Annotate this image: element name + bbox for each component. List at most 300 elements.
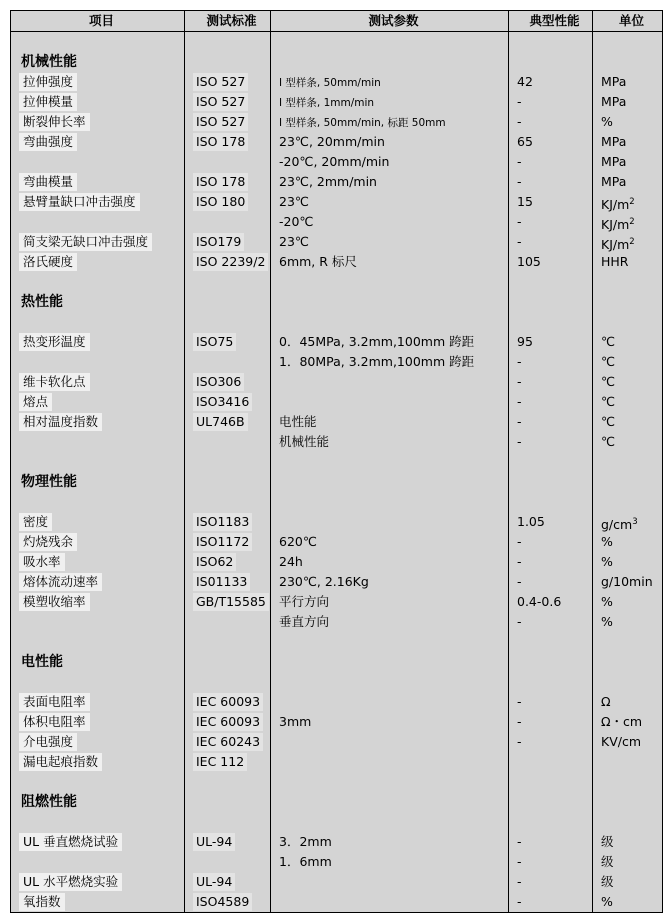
test-parameter: 23℃ bbox=[279, 194, 309, 209]
section-empty-cell bbox=[593, 52, 663, 72]
test-parameter-cell bbox=[271, 232, 509, 252]
property-name: 热变形温度 bbox=[19, 333, 90, 351]
section-empty-cell bbox=[185, 52, 271, 72]
spacer-cell bbox=[271, 452, 509, 472]
typical-value-cell bbox=[509, 752, 593, 772]
test-standard-cell bbox=[185, 212, 271, 232]
property-name: 拉伸模量 bbox=[19, 93, 77, 111]
test-parameter-cell bbox=[271, 172, 509, 192]
typical-value-cell bbox=[509, 572, 593, 592]
unit: KV/cm bbox=[601, 734, 642, 749]
test-standard: IEC 60243 bbox=[193, 733, 263, 751]
header-cell-unit bbox=[593, 11, 663, 32]
typical-value: - bbox=[517, 874, 522, 889]
header-label-parameter: 测试参数 bbox=[368, 13, 419, 28]
table-row bbox=[11, 92, 663, 112]
typical-value-cell bbox=[509, 732, 593, 752]
header-label-unit: 单位 bbox=[618, 13, 644, 28]
test-standard-cell bbox=[185, 752, 271, 772]
spacer-cell bbox=[509, 452, 593, 472]
spacer-cell bbox=[271, 812, 509, 832]
property-name-cell bbox=[11, 172, 185, 192]
test-standard-cell bbox=[185, 152, 271, 172]
test-parameter: 机械性能 bbox=[279, 434, 330, 449]
test-parameter: 24h bbox=[279, 554, 303, 569]
property-name-cell bbox=[11, 892, 185, 913]
table-spacer-row bbox=[11, 272, 663, 292]
unit: MPa bbox=[601, 154, 627, 169]
test-parameter: 3mm bbox=[279, 714, 312, 729]
unit: g/10min bbox=[601, 574, 653, 589]
test-parameter: I 型样条, 50mm/min, 标距 50mm bbox=[279, 117, 446, 129]
unit: % bbox=[601, 614, 613, 629]
section-title-cell bbox=[11, 292, 185, 312]
test-parameter: 230℃, 2.16Kg bbox=[279, 574, 369, 589]
typical-value-cell bbox=[509, 72, 593, 92]
unit-cell bbox=[593, 692, 663, 712]
property-name-cell bbox=[11, 832, 185, 852]
property-name-cell bbox=[11, 712, 185, 732]
section-empty-cell bbox=[593, 652, 663, 672]
header-label-item: 项目 bbox=[88, 13, 114, 28]
section-title: 阻燃性能 bbox=[21, 794, 77, 810]
test-parameter-cell bbox=[271, 412, 509, 432]
typical-value: - bbox=[517, 234, 522, 249]
typical-value-cell bbox=[509, 112, 593, 132]
spacer-cell bbox=[593, 452, 663, 472]
unit-cell bbox=[593, 332, 663, 352]
typical-value: - bbox=[517, 174, 522, 189]
test-standard-cell bbox=[185, 552, 271, 572]
unit-cell bbox=[593, 872, 663, 892]
unit: $KJ/m^2$ bbox=[601, 217, 635, 232]
section-empty-cell bbox=[509, 472, 593, 492]
test-standard-cell bbox=[185, 372, 271, 392]
section-empty-cell bbox=[185, 652, 271, 672]
section-title-cell bbox=[11, 652, 185, 672]
typical-value-cell bbox=[509, 232, 593, 252]
spacer-cell bbox=[185, 632, 271, 652]
test-standard-cell bbox=[185, 352, 271, 372]
typical-value: - bbox=[517, 854, 522, 869]
test-parameter-cell bbox=[271, 392, 509, 412]
test-parameter-cell bbox=[271, 732, 509, 752]
unit: % bbox=[601, 534, 613, 549]
property-name-cell bbox=[11, 152, 185, 172]
spacer-cell bbox=[509, 672, 593, 692]
typical-value-cell bbox=[509, 832, 593, 852]
typical-value-cell bbox=[509, 132, 593, 152]
table-row bbox=[11, 692, 663, 712]
test-parameter-cell bbox=[271, 852, 509, 872]
test-parameter: 垂直方向 bbox=[279, 614, 330, 629]
header-label-typical: 典型性能 bbox=[529, 13, 580, 28]
table-row bbox=[11, 512, 663, 532]
spacer-cell bbox=[509, 812, 593, 832]
unit-cell bbox=[593, 852, 663, 872]
property-name-cell bbox=[11, 252, 185, 272]
property-name: 熔体流动速率 bbox=[19, 573, 102, 591]
spacer-cell bbox=[11, 32, 185, 53]
property-name: 灼烧残余 bbox=[19, 533, 77, 551]
property-name-cell bbox=[11, 552, 185, 572]
test-standard: ISO 178 bbox=[193, 173, 248, 191]
unit-cell bbox=[593, 572, 663, 592]
typical-value: - bbox=[517, 354, 522, 369]
section-empty-cell bbox=[593, 472, 663, 492]
header-cell-typical bbox=[509, 11, 593, 32]
test-standard: ISO 180 bbox=[193, 193, 248, 211]
unit: ℃ bbox=[601, 414, 616, 429]
spacer-cell bbox=[185, 312, 271, 332]
test-parameter-cell bbox=[271, 152, 509, 172]
unit: $KJ/m^2$ bbox=[601, 197, 635, 212]
section-title-cell bbox=[11, 472, 185, 492]
test-standard: ISO3416 bbox=[193, 393, 252, 411]
unit-cell bbox=[593, 152, 663, 172]
property-name-cell bbox=[11, 372, 185, 392]
typical-value: - bbox=[517, 154, 522, 169]
table-row bbox=[11, 732, 663, 752]
section-empty-cell bbox=[271, 292, 509, 312]
header-row bbox=[11, 11, 663, 32]
section-empty-cell bbox=[509, 292, 593, 312]
unit-cell bbox=[593, 432, 663, 452]
typical-value-cell bbox=[509, 172, 593, 192]
unit-cell bbox=[593, 112, 663, 132]
header-cell-parameter bbox=[271, 11, 509, 32]
spacer-cell bbox=[593, 32, 663, 53]
test-parameter: 1．6mm bbox=[279, 854, 332, 869]
unit: MPa bbox=[601, 94, 627, 109]
section-empty-cell bbox=[593, 292, 663, 312]
unit-cell bbox=[593, 832, 663, 852]
section-title: 热性能 bbox=[21, 294, 63, 310]
property-name: 表面电阻率 bbox=[19, 693, 90, 711]
property-name-cell bbox=[11, 72, 185, 92]
unit-cell bbox=[593, 592, 663, 612]
test-standard-cell bbox=[185, 232, 271, 252]
spacer-cell bbox=[593, 812, 663, 832]
section-empty-cell bbox=[271, 472, 509, 492]
test-parameter-cell bbox=[271, 872, 509, 892]
table-row bbox=[11, 572, 663, 592]
test-parameter-cell bbox=[271, 332, 509, 352]
spacer-cell bbox=[509, 32, 593, 53]
test-parameter: 3．2mm bbox=[279, 834, 332, 849]
section-title-cell bbox=[11, 792, 185, 812]
test-parameter-cell bbox=[271, 512, 509, 532]
property-name-cell bbox=[11, 132, 185, 152]
typical-value-cell bbox=[509, 192, 593, 212]
typical-value: - bbox=[517, 614, 522, 629]
table-row bbox=[11, 132, 663, 152]
typical-value-cell bbox=[509, 692, 593, 712]
typical-value-cell bbox=[509, 552, 593, 572]
test-standard-cell bbox=[185, 692, 271, 712]
property-name: 弯曲模量 bbox=[19, 173, 77, 191]
test-standard-cell bbox=[185, 712, 271, 732]
header-label-standard: 测试标准 bbox=[206, 13, 257, 28]
typical-value-cell bbox=[509, 612, 593, 632]
test-standard: IEC 60093 bbox=[193, 693, 263, 711]
table-row bbox=[11, 872, 663, 892]
test-standard: ISO 178 bbox=[193, 133, 248, 151]
table-spacer-row bbox=[11, 312, 663, 332]
test-parameter-cell bbox=[271, 752, 509, 772]
unit-cell bbox=[593, 132, 663, 152]
test-standard-cell bbox=[185, 192, 271, 212]
unit-cell bbox=[593, 92, 663, 112]
unit-cell bbox=[593, 412, 663, 432]
test-parameter-cell bbox=[271, 212, 509, 232]
test-parameter-cell bbox=[271, 612, 509, 632]
header-cell-item bbox=[11, 11, 185, 32]
property-name: 体积电阻率 bbox=[19, 713, 90, 731]
table-row bbox=[11, 392, 663, 412]
spacer-cell bbox=[185, 32, 271, 53]
section-empty-cell bbox=[509, 652, 593, 672]
property-name-cell bbox=[11, 732, 185, 752]
spacer-cell bbox=[11, 812, 185, 832]
property-name-cell bbox=[11, 332, 185, 352]
test-standard-cell bbox=[185, 412, 271, 432]
test-standard: IS01133 bbox=[193, 573, 250, 591]
unit: MPa bbox=[601, 74, 627, 89]
test-standard-cell bbox=[185, 592, 271, 612]
table-spacer-row bbox=[11, 812, 663, 832]
section-empty-cell bbox=[509, 792, 593, 812]
typical-value: 65 bbox=[517, 134, 533, 149]
test-parameter: 23℃, 20mm/min bbox=[279, 134, 385, 149]
unit: Ω bbox=[601, 694, 611, 709]
typical-value: 1.05 bbox=[517, 514, 545, 529]
typical-value: - bbox=[517, 214, 522, 229]
test-parameter-cell bbox=[271, 352, 509, 372]
test-standard: ISO306 bbox=[193, 373, 244, 391]
unit: % bbox=[601, 894, 613, 909]
typical-value-cell bbox=[509, 372, 593, 392]
test-standard: ISO179 bbox=[193, 233, 244, 251]
table-spacer-row bbox=[11, 632, 663, 652]
property-name-cell bbox=[11, 872, 185, 892]
spacer-cell bbox=[11, 452, 185, 472]
section-row bbox=[11, 292, 663, 312]
typical-value-cell bbox=[509, 592, 593, 612]
property-name-cell bbox=[11, 852, 185, 872]
spacer-cell bbox=[271, 672, 509, 692]
unit: 级 bbox=[601, 874, 614, 889]
spacer-cell bbox=[185, 812, 271, 832]
test-standard: ISO 527 bbox=[193, 73, 248, 91]
table-row bbox=[11, 752, 663, 772]
table-spacer-row bbox=[11, 672, 663, 692]
section-empty-cell bbox=[185, 792, 271, 812]
section-title-cell bbox=[11, 52, 185, 72]
unit-cell bbox=[593, 712, 663, 732]
typical-value-cell bbox=[509, 352, 593, 372]
unit: ℃ bbox=[601, 434, 616, 449]
unit-cell bbox=[593, 612, 663, 632]
unit: % bbox=[601, 554, 613, 569]
table-spacer-row bbox=[11, 452, 663, 472]
test-parameter-cell bbox=[271, 432, 509, 452]
test-standard-cell bbox=[185, 832, 271, 852]
test-standard-cell bbox=[185, 172, 271, 192]
property-name-cell bbox=[11, 752, 185, 772]
spacer-cell bbox=[11, 772, 185, 792]
test-standard-cell bbox=[185, 892, 271, 913]
test-parameter-cell bbox=[271, 192, 509, 212]
section-empty-cell bbox=[185, 292, 271, 312]
test-parameter-cell bbox=[271, 592, 509, 612]
table-row bbox=[11, 552, 663, 572]
test-parameter: 23℃, 2mm/min bbox=[279, 174, 377, 189]
spacer-cell bbox=[509, 312, 593, 332]
unit-cell bbox=[593, 252, 663, 272]
unit-cell bbox=[593, 172, 663, 192]
unit-cell bbox=[593, 352, 663, 372]
test-parameter-cell bbox=[271, 832, 509, 852]
typical-value-cell bbox=[509, 392, 593, 412]
test-standard: ISO1183 bbox=[193, 513, 252, 531]
spacer-cell bbox=[185, 772, 271, 792]
property-name-cell bbox=[11, 592, 185, 612]
section-row bbox=[11, 652, 663, 672]
typical-value-cell bbox=[509, 92, 593, 112]
property-name: 洛氏硬度 bbox=[19, 253, 77, 271]
property-name-cell bbox=[11, 352, 185, 372]
property-name-cell bbox=[11, 432, 185, 452]
test-parameter-cell bbox=[271, 112, 509, 132]
unit-cell bbox=[593, 892, 663, 913]
property-name: 模塑收缩率 bbox=[19, 593, 90, 611]
property-name: 弯曲强度 bbox=[19, 133, 77, 151]
table-row bbox=[11, 152, 663, 172]
typical-value-cell bbox=[509, 432, 593, 452]
test-parameter-cell bbox=[271, 372, 509, 392]
section-empty-cell bbox=[593, 792, 663, 812]
spacer-cell bbox=[593, 632, 663, 652]
spacer-cell bbox=[271, 312, 509, 332]
test-parameter: I 型样条, 1mm/min bbox=[279, 97, 375, 109]
spacer-cell bbox=[11, 272, 185, 292]
unit: ℃ bbox=[601, 354, 616, 369]
section-title: 物理性能 bbox=[21, 474, 77, 490]
section-empty-cell bbox=[271, 52, 509, 72]
unit-cell bbox=[593, 232, 663, 252]
unit: 级 bbox=[601, 854, 614, 869]
property-name: 氧指数 bbox=[19, 893, 65, 911]
test-standard: UL-94 bbox=[193, 873, 235, 891]
test-standard: ISO62 bbox=[193, 553, 236, 571]
test-parameter-cell bbox=[271, 72, 509, 92]
test-standard-cell bbox=[185, 852, 271, 872]
test-parameter-cell bbox=[271, 92, 509, 112]
property-name: 漏电起痕指数 bbox=[19, 753, 102, 771]
test-parameter-cell bbox=[271, 692, 509, 712]
property-name-cell bbox=[11, 612, 185, 632]
typical-value: 95 bbox=[517, 334, 533, 349]
typical-value: - bbox=[517, 834, 522, 849]
table-row bbox=[11, 832, 663, 852]
unit: ℃ bbox=[601, 374, 616, 389]
table-body bbox=[11, 32, 663, 913]
unit-cell bbox=[593, 532, 663, 552]
property-name-cell bbox=[11, 572, 185, 592]
unit: MPa bbox=[601, 174, 627, 189]
typical-value: 0.4-0.6 bbox=[517, 594, 562, 609]
test-standard-cell bbox=[185, 732, 271, 752]
table-row bbox=[11, 372, 663, 392]
test-standard-cell bbox=[185, 72, 271, 92]
test-standard-cell bbox=[185, 112, 271, 132]
spacer-cell bbox=[593, 492, 663, 512]
test-standard-cell bbox=[185, 392, 271, 412]
section-title: 电性能 bbox=[21, 654, 63, 670]
typical-value: - bbox=[517, 574, 522, 589]
table-row bbox=[11, 332, 663, 352]
table-row bbox=[11, 712, 663, 732]
unit: MPa bbox=[601, 134, 627, 149]
test-standard-cell bbox=[185, 252, 271, 272]
test-standard: ISO 2239/2 bbox=[193, 253, 268, 271]
test-standard: ISO75 bbox=[193, 333, 236, 351]
table-row bbox=[11, 212, 663, 232]
typical-value-cell bbox=[509, 712, 593, 732]
typical-value-cell bbox=[509, 892, 593, 913]
table-spacer-row bbox=[11, 772, 663, 792]
test-parameter-cell bbox=[271, 712, 509, 732]
spacer-cell bbox=[509, 772, 593, 792]
table-row bbox=[11, 432, 663, 452]
table-row bbox=[11, 532, 663, 552]
section-empty-cell bbox=[185, 472, 271, 492]
test-standard-cell bbox=[185, 572, 271, 592]
spacer-cell bbox=[271, 632, 509, 652]
test-standard-cell bbox=[185, 332, 271, 352]
typical-value: - bbox=[517, 894, 522, 909]
test-standard-cell bbox=[185, 512, 271, 532]
property-name: 介电强度 bbox=[19, 733, 77, 751]
table-row bbox=[11, 252, 663, 272]
unit: Ω・cm bbox=[601, 714, 643, 729]
test-standard-cell bbox=[185, 872, 271, 892]
property-name-cell bbox=[11, 512, 185, 532]
typical-value: - bbox=[517, 374, 522, 389]
unit: % bbox=[601, 114, 613, 129]
typical-value: - bbox=[517, 534, 522, 549]
test-parameter: 23℃ bbox=[279, 234, 309, 249]
unit-cell bbox=[593, 552, 663, 572]
property-name-cell bbox=[11, 412, 185, 432]
test-parameter: 1．80MPa, 3.2mm,100mm 跨距 bbox=[279, 354, 475, 369]
unit: HHR bbox=[601, 254, 629, 269]
unit: ℃ bbox=[601, 334, 616, 349]
table-row bbox=[11, 352, 663, 372]
unit-cell bbox=[593, 192, 663, 212]
spacer-cell bbox=[185, 672, 271, 692]
test-parameter: -20℃, 20mm/min bbox=[279, 154, 390, 169]
table-row bbox=[11, 112, 663, 132]
property-name-cell bbox=[11, 92, 185, 112]
table-row bbox=[11, 592, 663, 612]
spacer-cell bbox=[271, 32, 509, 53]
test-parameter: 0．45MPa, 3.2mm,100mm 跨距 bbox=[279, 334, 475, 349]
table-row bbox=[11, 72, 663, 92]
typical-value-cell bbox=[509, 252, 593, 272]
test-standard: ISO4589 bbox=[193, 893, 252, 911]
